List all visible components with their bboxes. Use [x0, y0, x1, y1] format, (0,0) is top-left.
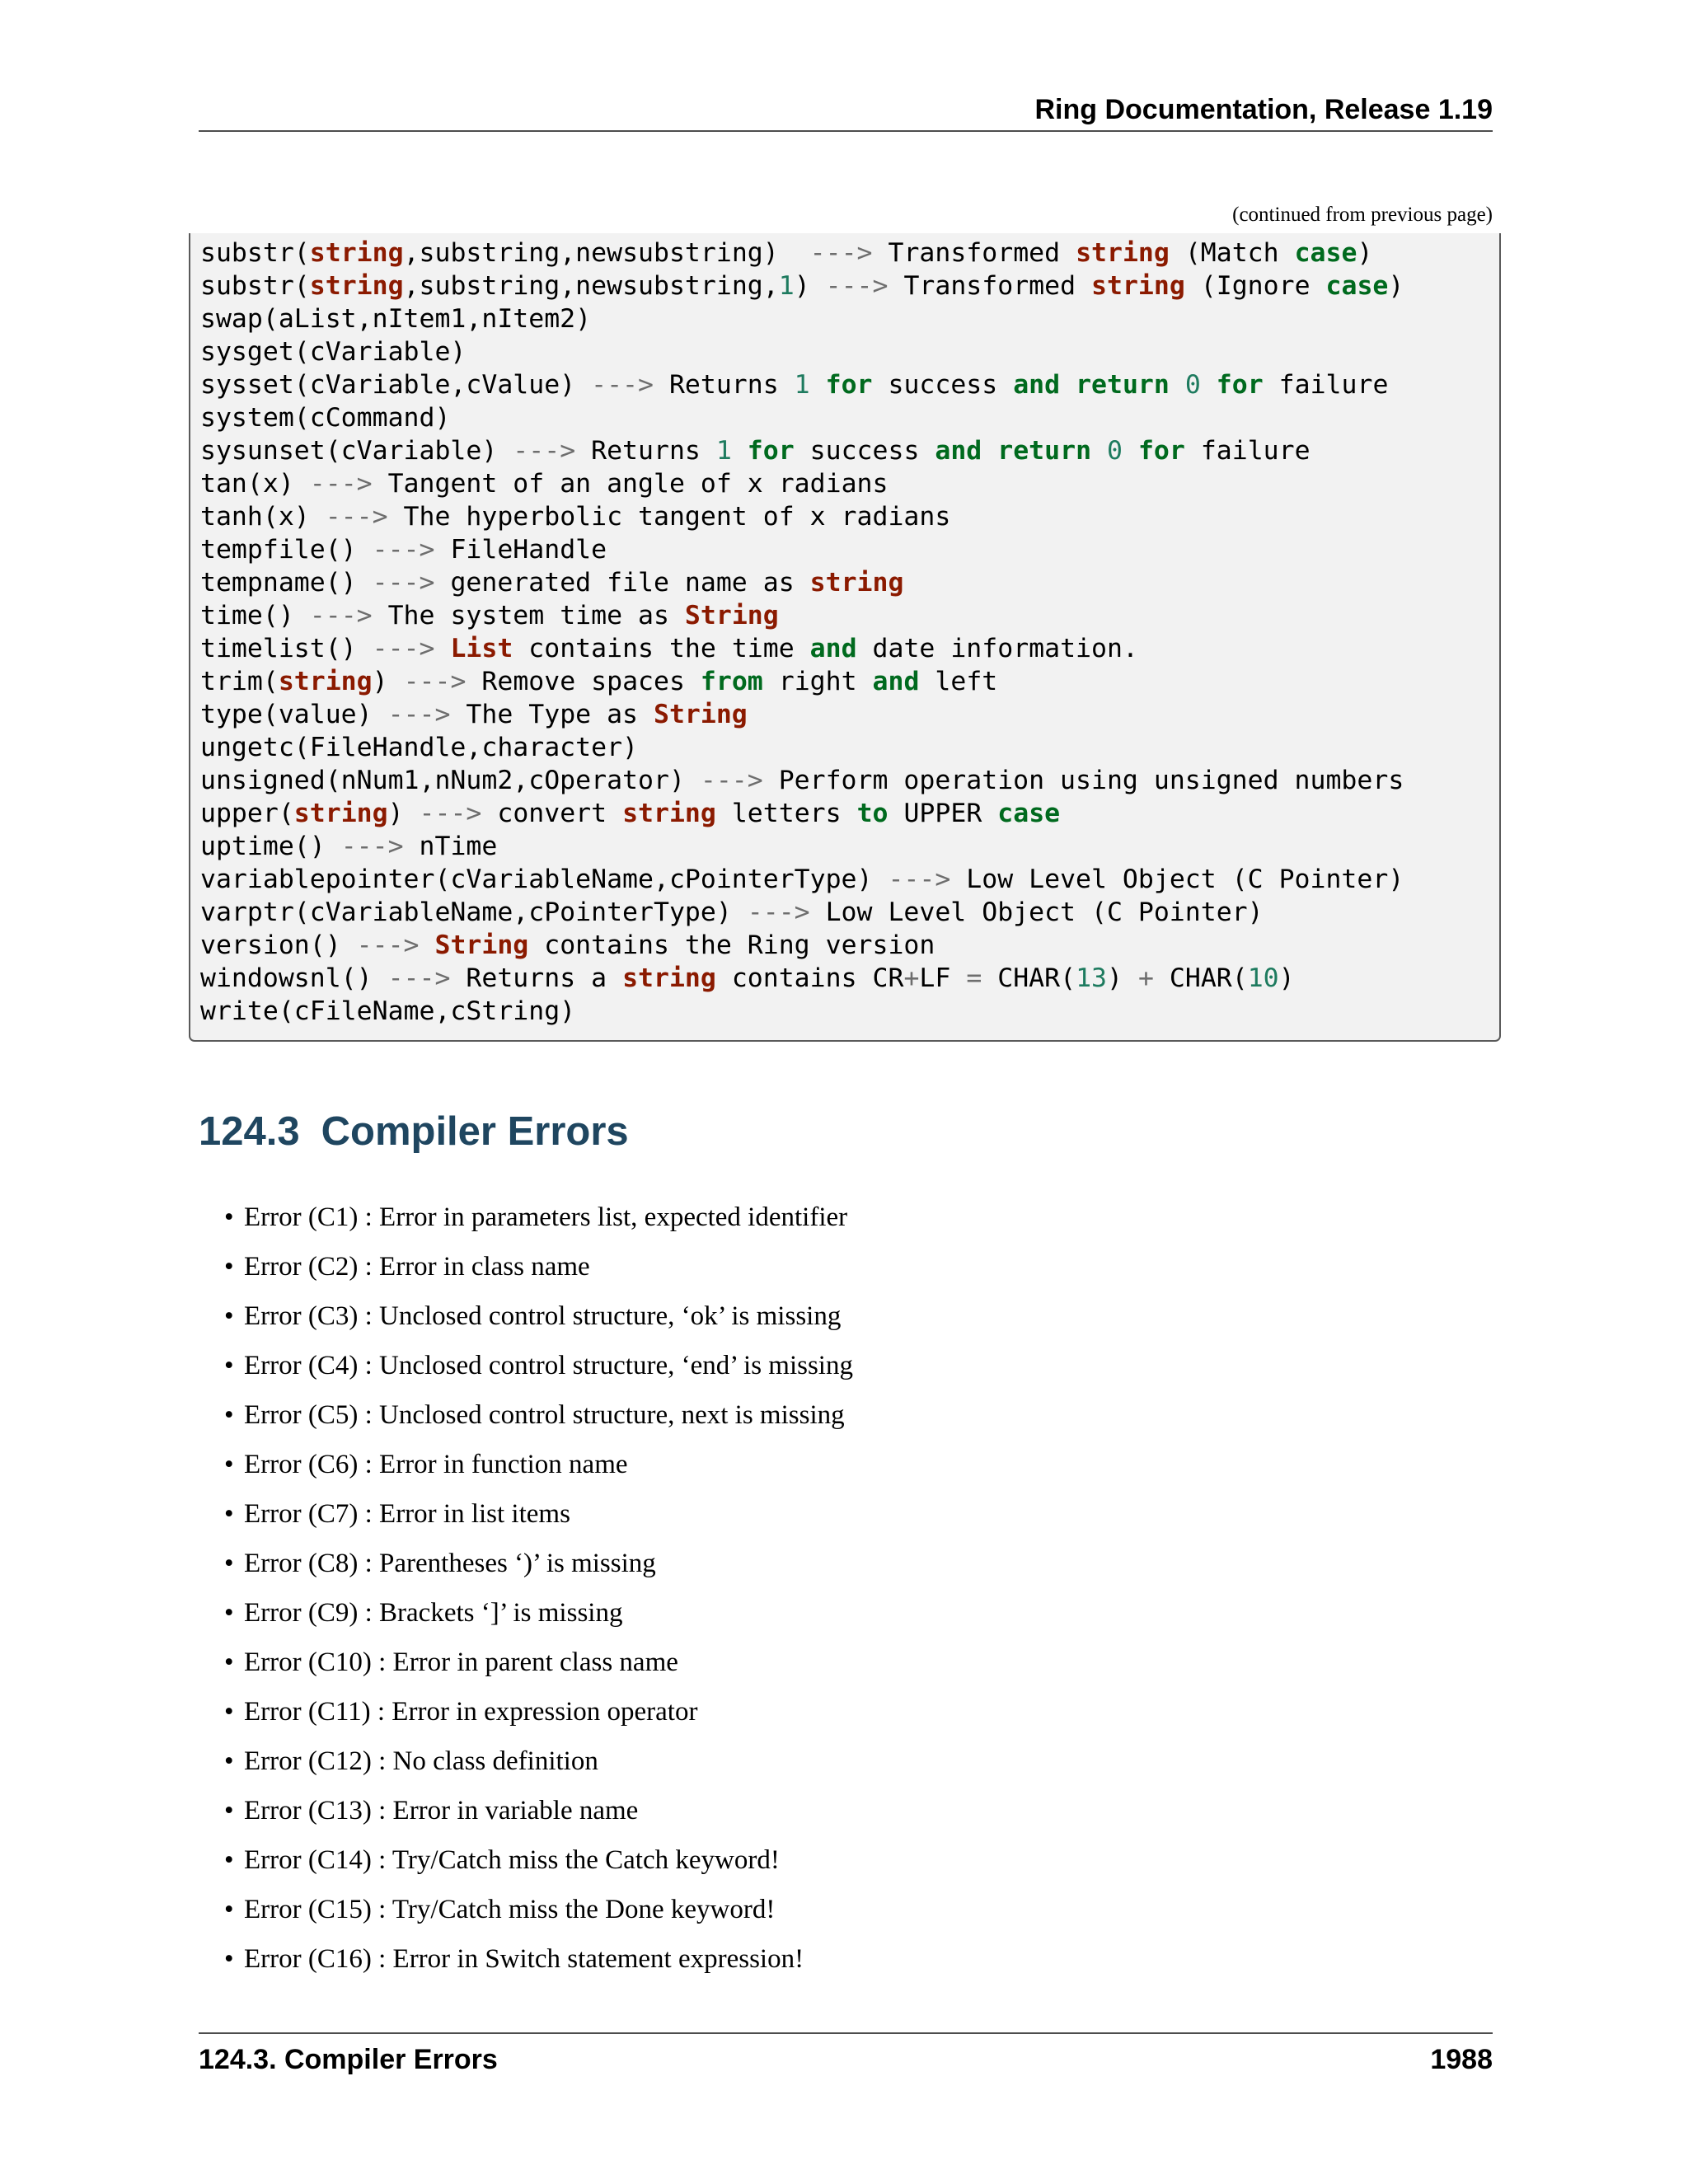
- code-token: from: [700, 667, 763, 696]
- code-token: variablepointer(cVariableName,cPointerType): [200, 865, 889, 894]
- code-token: letters: [715, 799, 857, 828]
- bullet-icon: •: [224, 1549, 234, 1578]
- code-token: windowsnl(): [200, 963, 388, 993]
- error-list-item: [224, 1201, 853, 1250]
- code-token: [1060, 370, 1076, 400]
- code-token: system(cCommand): [200, 403, 451, 433]
- code-token: string: [278, 667, 373, 696]
- code-line: [200, 500, 1404, 533]
- code-token: string: [293, 799, 388, 828]
- bullet-icon: •: [224, 1647, 234, 1677]
- code-token: string: [809, 568, 904, 598]
- code-token: trim(: [200, 667, 279, 696]
- code-token: sysunset(cVariable): [200, 436, 513, 466]
- code-line: [200, 863, 1404, 896]
- code-token: for: [747, 436, 795, 466]
- error-list-item: [224, 1300, 853, 1349]
- error-text: Error (C5) : Unclosed control structure, next is missing: [244, 1400, 845, 1430]
- code-token: CHAR(: [1153, 963, 1248, 993]
- error-text: Error (C7) : Error in list items: [244, 1499, 570, 1529]
- code-token: FileHandle: [434, 535, 607, 565]
- code-token: to: [856, 799, 889, 828]
- code-token: contains the time: [513, 634, 810, 663]
- code-token: failure: [1263, 370, 1389, 400]
- code-token: and: [1013, 370, 1061, 400]
- error-text: Error (C14) : Try/Catch miss the Catch keyword!: [244, 1845, 780, 1875]
- code-token: [1201, 370, 1217, 400]
- code-line: [200, 764, 1404, 797]
- code-token: nTime: [403, 832, 498, 861]
- code-token: 1: [715, 436, 732, 466]
- code-block: [189, 233, 1501, 1042]
- code-token: UPPER: [888, 799, 998, 828]
- error-text: Error (C6) : Error in function name: [244, 1450, 628, 1479]
- code-token: --->: [325, 502, 388, 532]
- code-token: --->: [309, 601, 373, 630]
- bullet-icon: •: [224, 1746, 234, 1776]
- code-token: failure: [1184, 436, 1311, 466]
- code-token: for: [1216, 370, 1264, 400]
- code-token: The hyperbolic tangent of x radians: [387, 502, 951, 532]
- code-token: ): [1388, 271, 1404, 301]
- error-text: Error (C16) : Error in Switch statement expression!: [244, 1944, 804, 1974]
- code-token: and: [872, 667, 920, 696]
- code-token: ): [1357, 238, 1373, 268]
- bullet-icon: •: [224, 1697, 234, 1727]
- code-token: --->: [747, 898, 810, 927]
- code-token: success: [794, 436, 935, 466]
- code-token: contains CR: [715, 963, 904, 993]
- code-token: --->: [513, 436, 576, 466]
- bullet-icon: •: [224, 1351, 234, 1380]
- code-token: ungetc(FileHandle,character): [200, 733, 639, 762]
- code-token: 0: [1184, 370, 1201, 400]
- code-token: swap(aList,nItem1,nItem2): [200, 304, 592, 334]
- code-token: Low Level Object (C Pointer): [809, 898, 1264, 927]
- page-header: [199, 91, 1493, 132]
- code-line: [200, 896, 1404, 929]
- code-token: --->: [888, 865, 951, 894]
- code-token: --->: [309, 469, 373, 499]
- code-token: string: [1091, 271, 1185, 301]
- continued-note: (continued from previous page): [1232, 204, 1493, 226]
- section-number: 124.3: [199, 1109, 300, 1154]
- code-token: CHAR(: [982, 963, 1076, 993]
- code-token: ): [1107, 963, 1138, 993]
- code-token: List: [450, 634, 513, 663]
- error-list-item: [224, 1349, 853, 1399]
- code-line: [200, 401, 1404, 434]
- code-token: type(value): [200, 700, 388, 729]
- error-list-item: [224, 1695, 853, 1745]
- bullet-icon: •: [224, 1450, 234, 1479]
- code-token: ,substring,newsubstring): [403, 238, 810, 268]
- code-token: Tangent of an angle of x radians: [372, 469, 889, 499]
- code-token: tanh(x): [200, 502, 326, 532]
- code-token: left: [919, 667, 998, 696]
- code-line: [200, 995, 1404, 1028]
- code-token: sysset(cVariable,cValue): [200, 370, 592, 400]
- code-token: Transformed: [872, 238, 1076, 268]
- code-line: [200, 929, 1404, 962]
- code-token: [1123, 436, 1138, 466]
- error-list-item: [224, 1497, 853, 1547]
- code-token: Returns: [653, 370, 795, 400]
- error-text: Error (C1) : Error in parameters list, expected identifier: [244, 1202, 848, 1232]
- footer-section-label: 124.3. Compiler Errors: [199, 2044, 498, 2075]
- code-line: [200, 665, 1404, 698]
- code-lines: [200, 237, 1404, 1028]
- code-token: substr(: [200, 271, 310, 301]
- code-token: [420, 930, 435, 960]
- code-line: [200, 335, 1404, 368]
- code-token: String: [434, 930, 529, 960]
- code-token: (Match: [1169, 238, 1295, 268]
- error-text: Error (C2) : Error in class name: [244, 1252, 590, 1282]
- code-line: [200, 632, 1404, 665]
- error-list-item: [224, 1893, 853, 1943]
- code-token: Remove spaces: [466, 667, 701, 696]
- code-token: date information.: [856, 634, 1138, 663]
- code-token: Returns: [575, 436, 716, 466]
- code-token: string: [309, 238, 404, 268]
- error-list-item: [224, 1448, 853, 1497]
- code-token: --->: [372, 535, 435, 565]
- code-token: write(cFileName,cString): [200, 996, 576, 1026]
- code-token: uptime(): [200, 832, 341, 861]
- bullet-icon: •: [224, 1202, 234, 1232]
- code-token: string: [622, 799, 716, 828]
- code-line: [200, 467, 1404, 500]
- code-token: ,substring,newsubstring,: [403, 271, 779, 301]
- code-line: [200, 962, 1404, 995]
- code-token: --->: [372, 634, 435, 663]
- code-token: String: [653, 700, 748, 729]
- code-line: [200, 302, 1404, 335]
- code-token: tempname(): [200, 568, 373, 598]
- code-token: +: [1137, 963, 1154, 993]
- code-token: --->: [700, 766, 763, 795]
- code-token: and: [809, 634, 857, 663]
- section-heading: [199, 1108, 629, 1155]
- code-token: --->: [403, 667, 467, 696]
- code-token: tan(x): [200, 469, 310, 499]
- code-token: 13: [1076, 963, 1108, 993]
- section-title: Compiler Errors: [321, 1109, 629, 1154]
- code-token: --->: [387, 963, 451, 993]
- bullet-icon: •: [224, 1499, 234, 1529]
- code-line: [200, 830, 1404, 863]
- code-token: [434, 634, 450, 663]
- code-token: success: [872, 370, 1014, 400]
- document-title: Ring Documentation, Release 1.19: [1034, 94, 1493, 125]
- code-token: [732, 436, 748, 466]
- code-line: [200, 731, 1404, 764]
- bullet-icon: •: [224, 1895, 234, 1924]
- error-text: Error (C10) : Error in parent class name: [244, 1647, 678, 1677]
- code-token: substr(: [200, 238, 310, 268]
- error-text: Error (C3) : Unclosed control structure, ‘ok’ is missing: [244, 1301, 842, 1331]
- error-list-item: [224, 1646, 853, 1695]
- bullet-icon: •: [224, 1252, 234, 1282]
- bullet-icon: •: [224, 1796, 234, 1825]
- bullet-icon: •: [224, 1301, 234, 1331]
- error-list-item: [224, 1794, 853, 1844]
- code-token: 0: [1107, 436, 1123, 466]
- error-text: Error (C12) : No class definition: [244, 1746, 598, 1776]
- code-token: Returns a: [450, 963, 623, 993]
- code-token: ): [372, 667, 404, 696]
- code-token: --->: [825, 271, 889, 301]
- code-line: [200, 434, 1404, 467]
- page-footer: [199, 2032, 1493, 2083]
- code-token: 1: [778, 271, 795, 301]
- code-token: --->: [591, 370, 654, 400]
- compiler-errors-list: [224, 1201, 853, 1992]
- code-token: ): [387, 799, 420, 828]
- code-token: ): [794, 271, 826, 301]
- error-text: Error (C9) : Brackets ‘]’ is missing: [244, 1598, 623, 1628]
- code-token: --->: [372, 568, 435, 598]
- code-line: [200, 797, 1404, 830]
- code-token: for: [1137, 436, 1185, 466]
- code-token: for: [825, 370, 873, 400]
- error-text: Error (C11) : Error in expression operator: [244, 1697, 698, 1727]
- code-token: contains the Ring version: [528, 930, 935, 960]
- code-token: return: [997, 436, 1092, 466]
- code-token: convert: [481, 799, 623, 828]
- code-token: The system time as: [372, 601, 685, 630]
- page-number: 1988: [1430, 2044, 1493, 2075]
- code-token: 1: [794, 370, 810, 400]
- code-token: case: [997, 799, 1061, 828]
- code-token: varptr(cVariableName,cPointerType): [200, 898, 748, 927]
- code-token: return: [1076, 370, 1170, 400]
- code-token: --->: [356, 930, 420, 960]
- code-token: Perform operation using unsigned numbers: [762, 766, 1404, 795]
- code-token: Low Level Object (C Pointer): [950, 865, 1404, 894]
- error-list-item: [224, 1547, 853, 1596]
- code-token: String: [684, 601, 779, 630]
- code-line: [200, 566, 1404, 599]
- code-token: unsigned(nNum1,nNum2,cOperator): [200, 766, 701, 795]
- code-token: (Ignore: [1184, 271, 1326, 301]
- error-text: Error (C15) : Try/Catch miss the Done keyword!: [244, 1895, 776, 1924]
- code-line: [200, 269, 1404, 302]
- code-token: case: [1294, 238, 1357, 268]
- error-list-item: [224, 1250, 853, 1300]
- code-token: string: [1076, 238, 1170, 268]
- error-text: Error (C4) : Unclosed control structure, ‘end’ is missing: [244, 1351, 853, 1380]
- error-list-item: [224, 1943, 853, 1992]
- code-token: timelist(): [200, 634, 373, 663]
- error-text: Error (C13) : Error in variable name: [244, 1796, 639, 1825]
- code-token: =: [966, 963, 982, 993]
- error-text: Error (C8) : Parentheses ‘)’ is missing: [244, 1549, 656, 1578]
- bullet-icon: •: [224, 1944, 234, 1974]
- code-token: sysget(cVariable): [200, 337, 467, 367]
- code-token: [1170, 370, 1185, 400]
- code-token: ): [1278, 963, 1295, 993]
- code-token: [1091, 436, 1107, 466]
- error-list-item: [224, 1399, 853, 1448]
- code-token: --->: [387, 700, 451, 729]
- error-list-item: [224, 1596, 853, 1646]
- code-line: [200, 368, 1404, 401]
- code-token: right: [762, 667, 873, 696]
- code-token: upper(: [200, 799, 294, 828]
- code-token: generated file name as: [434, 568, 810, 598]
- code-token: case: [1325, 271, 1389, 301]
- code-token: string: [309, 271, 404, 301]
- code-token: and: [935, 436, 982, 466]
- code-token: +: [903, 963, 920, 993]
- code-token: string: [622, 963, 716, 993]
- code-token: tempfile(): [200, 535, 373, 565]
- code-token: LF: [919, 963, 967, 993]
- code-token: time(): [200, 601, 310, 630]
- code-line: [200, 698, 1404, 731]
- code-line: [200, 599, 1404, 632]
- code-token: --->: [809, 238, 873, 268]
- code-token: The Type as: [450, 700, 654, 729]
- code-token: 10: [1247, 963, 1279, 993]
- bullet-icon: •: [224, 1598, 234, 1628]
- code-token: --->: [340, 832, 404, 861]
- code-token: --->: [419, 799, 482, 828]
- code-line: [200, 533, 1404, 566]
- code-token: [810, 370, 826, 400]
- bullet-icon: •: [224, 1845, 234, 1875]
- code-token: [982, 436, 997, 466]
- bullet-icon: •: [224, 1400, 234, 1430]
- code-line: [200, 237, 1404, 269]
- error-list-item: [224, 1844, 853, 1893]
- code-token: version(): [200, 930, 357, 960]
- error-list-item: [224, 1745, 853, 1794]
- code-token: Transformed: [888, 271, 1092, 301]
